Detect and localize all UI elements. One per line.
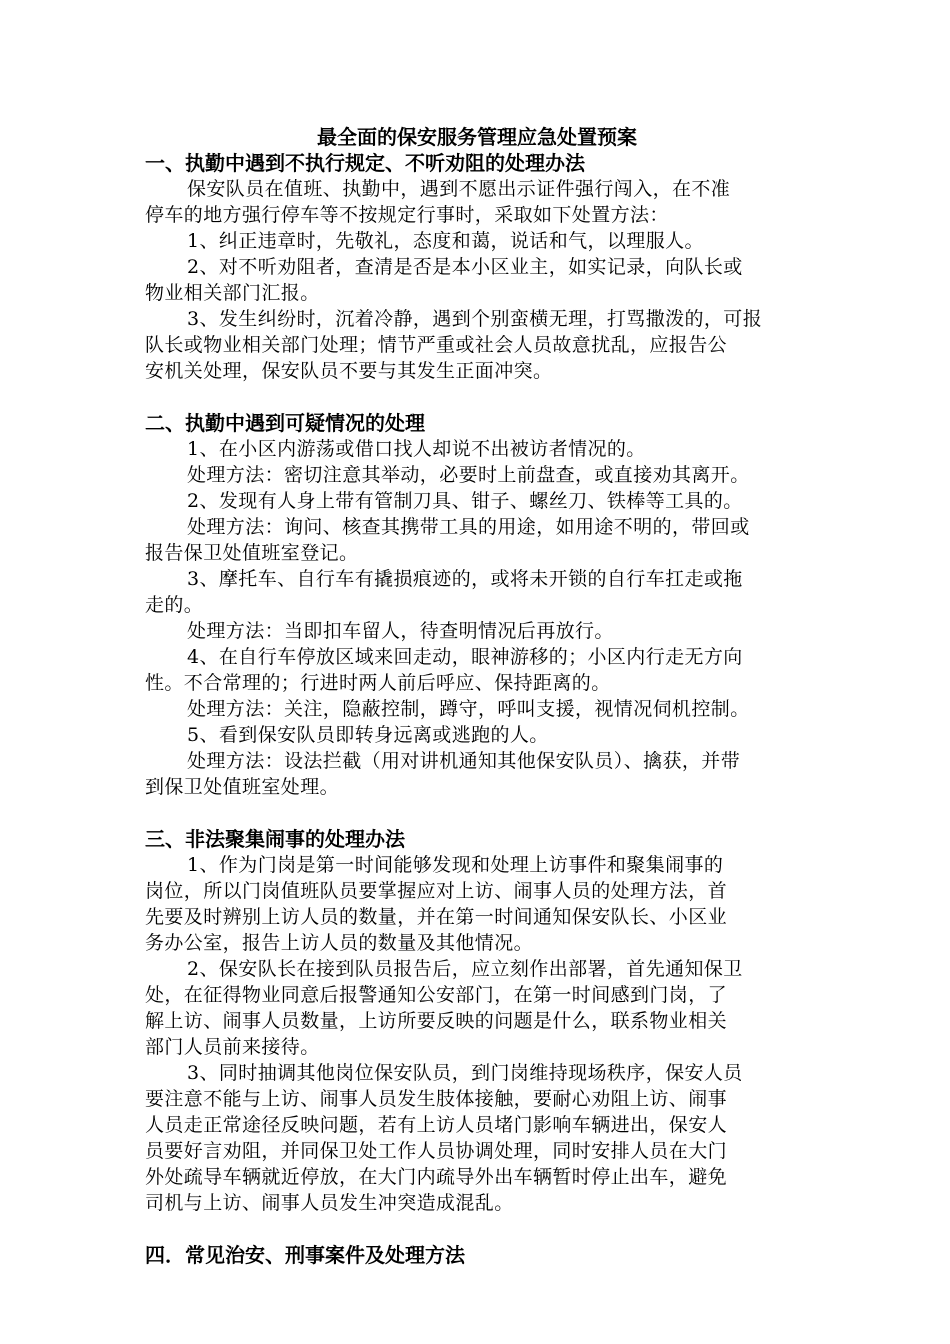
paragraph-line: 停车的地方强行停车等不按规定行事时，采取如下处置方法： xyxy=(145,204,669,226)
paragraph-line: 处理方法：询问、核查其携带工具的用途，如用途不明的，带回或 xyxy=(187,516,750,538)
paragraph-line: 3、摩托车、自行车有撬损痕迹的，或将未开锁的自行车扛走或拖 xyxy=(187,568,743,590)
paragraph-line: 员要好言劝阻，并同保卫处工作人员协调处理，同时安排人员在大门 xyxy=(145,1140,728,1162)
paragraph-line: 务办公室，报告上访人员的数量及其他情况。 xyxy=(145,932,534,954)
paragraph-line: 解上访、闹事人员数量，上访所要反映的问题是什么，联系物业相关 xyxy=(145,1010,728,1032)
blank-line xyxy=(145,384,809,410)
paragraph-line: 3、同时抽调其他岗位保安队员，到门岗维持现场秩序，保安人员 xyxy=(187,1062,743,1084)
section-heading-3: 三、非法聚集闹事的处理办法 xyxy=(145,827,405,851)
paragraph-line: 4、在自行车停放区域来回走动，眼神游移的；小区内行走无方向 xyxy=(187,646,743,668)
paragraph-line: 部门人员前来接待。 xyxy=(145,1036,320,1058)
paragraph-line: 人员走正常途径反映问题，若有上访人员堵门影响车辆进出，保安人 xyxy=(145,1114,728,1136)
paragraph-line: 1、在小区内游荡或借口找人却说不出被访者情况的。 xyxy=(187,438,646,460)
paragraph-line: 3、发生纠纷时，沉着冷静，遇到个别蛮横无理，打骂撒泼的，可报 xyxy=(187,308,763,330)
document-title: 最全面的保安服务管理应急处置预案 xyxy=(317,125,637,149)
paragraph-line: 1、纠正违章时，先敬礼，态度和蔼，说话和气，以理服人。 xyxy=(187,230,704,252)
paragraph-line: 处理方法：关注，隐蔽控制，蹲守，呼叫支援，视情况伺机控制。 xyxy=(187,698,750,720)
paragraph-line: 2、保安队长在接到队员报告后，应立刻作出部署，首先通知保卫 xyxy=(187,958,743,980)
paragraph-line: 处理方法：设法拦截（用对讲机通知其他保安队员）、擒获，并带 xyxy=(187,750,741,772)
blank-line xyxy=(145,1216,809,1242)
paragraph-line: 处，在征得物业同意后报警通知公安部门，在第一时间感到门岗，了 xyxy=(145,984,728,1006)
paragraph-line: 5、看到保安队员即转身远离或逃跑的人。 xyxy=(187,724,549,746)
paragraph-line: 到保卫处值班室处理。 xyxy=(145,776,340,798)
paragraph-line: 岗位，所以门岗值班队员要掌握应对上访、闹事人员的处理方法，首 xyxy=(145,880,728,902)
paragraph-line: 要注意不能与上访、闹事人员发生肢体接触，要耐心劝阻上访、闹事 xyxy=(145,1088,728,1110)
section-heading-4: 四．常见治安、刑事案件及处理方法 xyxy=(145,1243,465,1267)
paragraph-line: 1、作为门岗是第一时间能够发现和处理上访事件和聚集闹事的 xyxy=(187,854,724,876)
paragraph-line: 先要及时辨别上访人员的数量，并在第一时间通知保安队长、小区业 xyxy=(145,906,728,928)
paragraph-line: 处理方法：当即扣车留人，待查明情况后再放行。 xyxy=(187,620,614,642)
paragraph-line: 安机关处理，保安队员不要与其发生正面冲突。 xyxy=(145,360,553,382)
paragraph-line: 2、发现有人身上带有管制刀具、钳子、螺丝刀、铁棒等工具的。 xyxy=(187,490,743,512)
paragraph-line: 处理方法：密切注意其举动，必要时上前盘查，或直接劝其离开。 xyxy=(187,464,750,486)
paragraph-line: 2、对不听劝阻者，查清是否是本小区业主，如实记录，向队长或 xyxy=(187,256,743,278)
paragraph-line: 性。不合常理的；行进时两人前后呼应、保持距离的。 xyxy=(145,672,611,694)
paragraph-line: 司机与上访、闹事人员发生冲突造成混乱。 xyxy=(145,1192,514,1214)
document-page xyxy=(145,124,809,1268)
blank-line xyxy=(145,800,809,826)
paragraph-line: 保安队员在值班、执勤中，遇到不愿出示证件强行闯入，在不准 xyxy=(187,178,731,200)
paragraph-line: 走的。 xyxy=(145,594,204,616)
paragraph-line: 物业相关部门汇报。 xyxy=(145,282,320,304)
section-heading-2: 二、执勤中遇到可疑情况的处理 xyxy=(145,411,425,435)
paragraph-line: 队长或物业相关部门处理；情节严重或社会人员故意扰乱，应报告公 xyxy=(145,334,728,356)
paragraph-line: 报告保卫处值班室登记。 xyxy=(145,542,359,564)
section-heading-1: 一、执勤中遇到不执行规定、不听劝阻的处理办法 xyxy=(145,151,585,175)
paragraph-line: 外处疏导车辆就近停放，在大门内疏导外出车辆暂时停止出车，避免 xyxy=(145,1166,728,1188)
